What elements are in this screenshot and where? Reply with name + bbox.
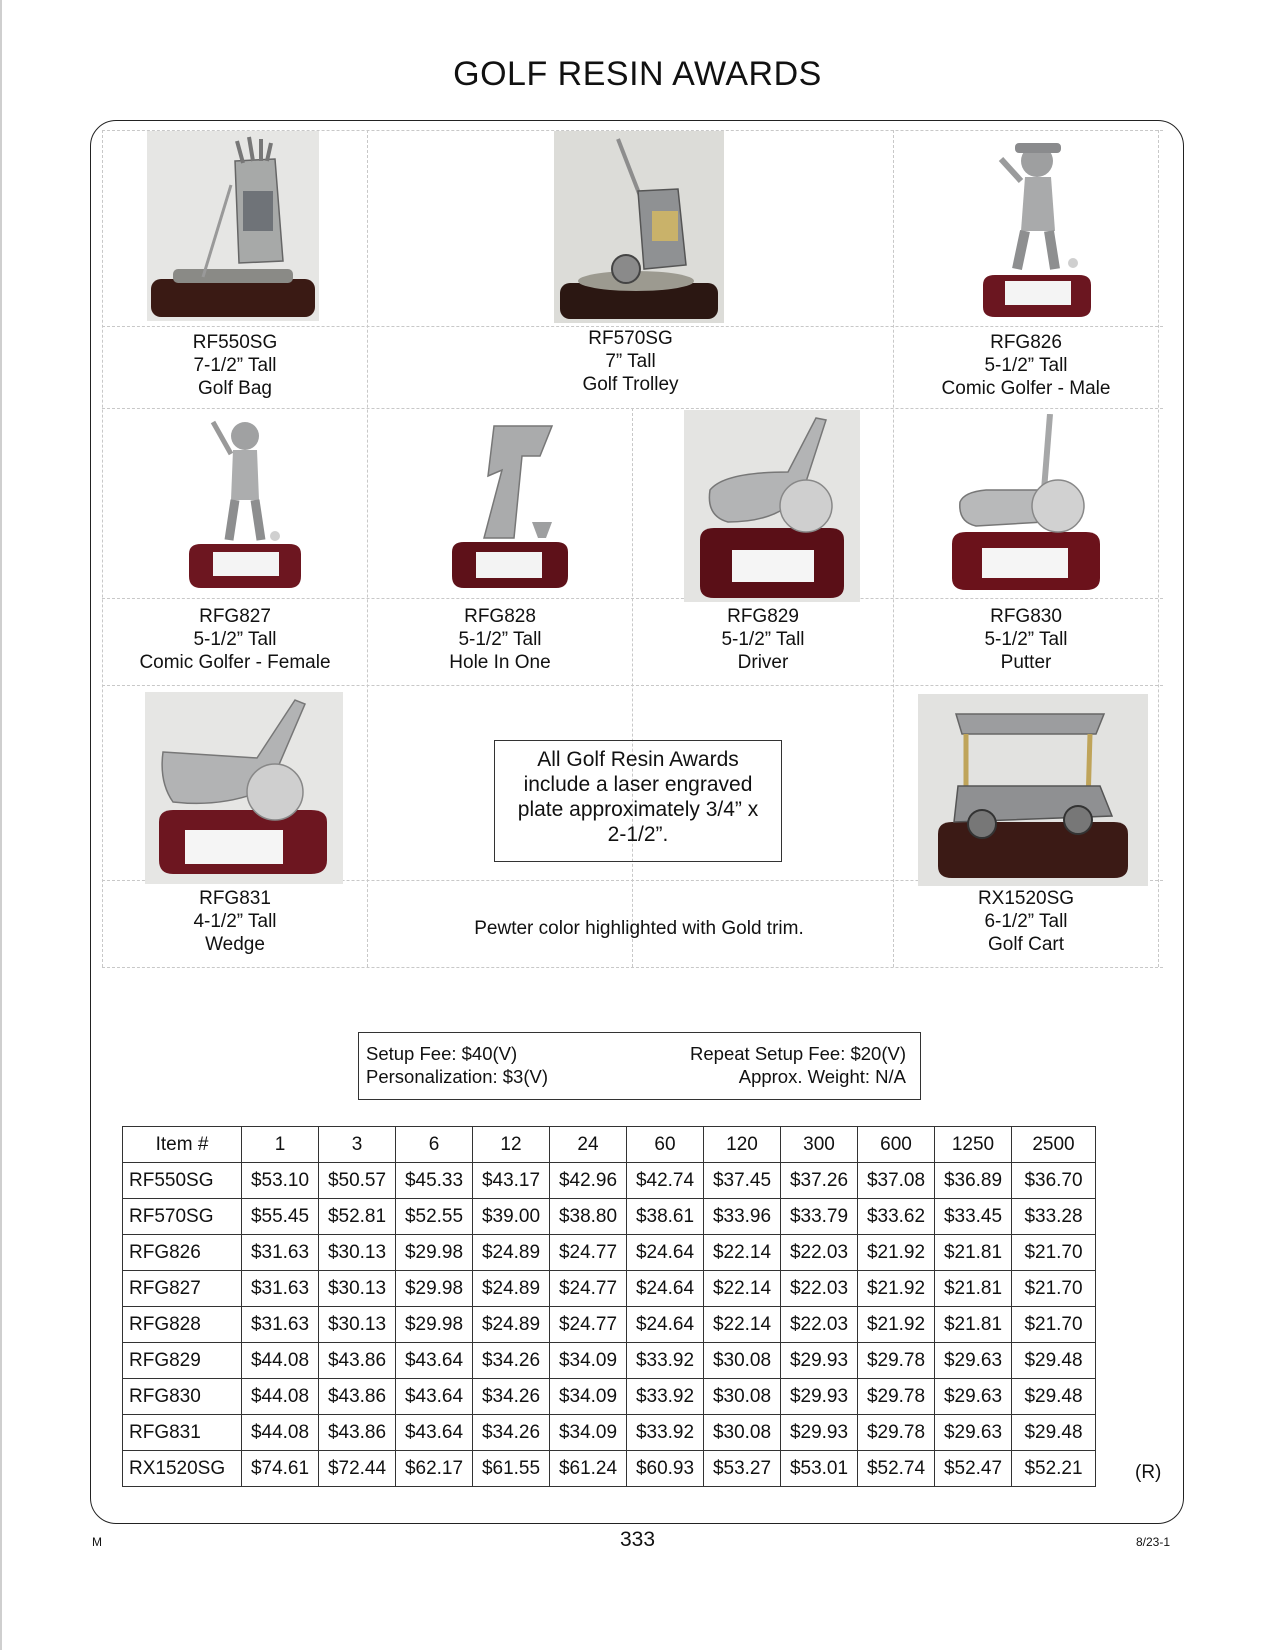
item-number-cell: RFG829 (123, 1343, 242, 1379)
comic-golfer-female-trophy-image (183, 412, 307, 592)
price-cell: $24.64 (627, 1271, 704, 1307)
product-code: RX1520SG (977, 888, 1075, 909)
price-cell: $53.01 (781, 1451, 858, 1487)
price-cell: $36.89 (935, 1163, 1012, 1199)
price-cell: $29.78 (858, 1379, 935, 1415)
price-cell: $21.81 (935, 1307, 1012, 1343)
price-cell: $24.77 (550, 1271, 627, 1307)
product-caption-rfg826 (894, 331, 1158, 400)
table-row (123, 1235, 1096, 1271)
price-cell: $37.45 (704, 1163, 781, 1199)
product-name: Hole In One (449, 652, 551, 673)
table-row (123, 1415, 1096, 1451)
page-number: 333 (619, 1528, 656, 1551)
product-name: Putter (1000, 652, 1052, 673)
price-cell: $21.81 (935, 1271, 1012, 1307)
price-cell: $29.48 (1012, 1379, 1096, 1415)
price-cell: $45.33 (396, 1163, 473, 1199)
plate-note-box (494, 740, 782, 862)
product-name: Golf Bag (198, 378, 272, 399)
price-cell: $29.63 (935, 1379, 1012, 1415)
price-cell: $55.45 (242, 1199, 319, 1235)
price-cell: $72.44 (319, 1451, 396, 1487)
price-cell: $24.89 (473, 1271, 550, 1307)
product-caption-rfg831 (103, 887, 367, 956)
comic-golfer-male-trophy-image (975, 135, 1099, 321)
product-caption-rfg829 (633, 605, 893, 674)
product-caption-rf570sg (368, 327, 893, 396)
price-cell: $22.14 (704, 1271, 781, 1307)
price-cell: $53.10 (242, 1163, 319, 1199)
golf-trolley-trophy-image (554, 131, 724, 323)
grid-line (102, 967, 1163, 968)
price-cell: $42.96 (550, 1163, 627, 1199)
price-cell: $29.98 (396, 1307, 473, 1343)
price-cell: $43.64 (396, 1343, 473, 1379)
footer-revision-code: 8/23-1 (1136, 1535, 1171, 1549)
table-row (123, 1451, 1096, 1487)
column-header: 1 (242, 1127, 319, 1163)
price-cell: $43.17 (473, 1163, 550, 1199)
table-row (123, 1163, 1096, 1199)
price-cell: $36.70 (1012, 1163, 1096, 1199)
price-cell: $29.48 (1012, 1415, 1096, 1451)
price-cell: $30.13 (319, 1235, 396, 1271)
product-caption-rfg830 (894, 605, 1158, 674)
price-cell: $44.08 (242, 1343, 319, 1379)
plate-note-line: All Golf Resin Awards (537, 748, 739, 771)
price-table (122, 1126, 1096, 1487)
price-cell: $29.78 (858, 1343, 935, 1379)
approx-weight: Approx. Weight: N/A (738, 1066, 906, 1087)
price-cell: $33.62 (858, 1199, 935, 1235)
price-cell: $52.55 (396, 1199, 473, 1235)
page-title: GOLF RESIN AWARDS (453, 55, 822, 93)
table-row (123, 1307, 1096, 1343)
product-code: RF550SG (192, 332, 278, 353)
product-height: 4-1/2” Tall (193, 911, 277, 932)
grid-line (893, 130, 894, 967)
price-cell: $34.09 (550, 1343, 627, 1379)
price-cell: $24.89 (473, 1235, 550, 1271)
wedge-trophy-image (145, 692, 343, 884)
price-cell: $34.26 (473, 1379, 550, 1415)
price-cell: $29.63 (935, 1343, 1012, 1379)
price-cell: $29.78 (858, 1415, 935, 1451)
table-row (123, 1343, 1096, 1379)
column-header: 3 (319, 1127, 396, 1163)
setup-fee: Setup Fee: $40(V) (366, 1043, 518, 1064)
price-cell: $37.08 (858, 1163, 935, 1199)
price-cell: $33.92 (627, 1343, 704, 1379)
price-cell: $30.08 (704, 1415, 781, 1451)
product-code: RFG831 (199, 888, 271, 909)
price-cell: $29.63 (935, 1415, 1012, 1451)
item-number-cell: RFG831 (123, 1415, 242, 1451)
price-cell: $33.28 (1012, 1199, 1096, 1235)
price-cell: $74.61 (242, 1451, 319, 1487)
product-height: 7-1/2” Tall (193, 355, 277, 376)
item-number-cell: RF570SG (123, 1199, 242, 1235)
plate-note-line: 2-1/2”. (607, 823, 669, 846)
hole-in-one-trophy-image (448, 418, 572, 592)
column-header: 600 (858, 1127, 935, 1163)
item-number-cell: RFG827 (123, 1271, 242, 1307)
price-cell: $29.93 (781, 1415, 858, 1451)
product-name: Golf Cart (987, 934, 1065, 955)
product-code: RFG830 (990, 606, 1062, 627)
product-code: RFG828 (464, 606, 536, 627)
column-header: 6 (396, 1127, 473, 1163)
product-name: Comic Golfer - Male (941, 378, 1111, 399)
product-height: 5-1/2” Tall (458, 629, 542, 650)
price-cell: $43.64 (396, 1379, 473, 1415)
product-caption-rf550sg (103, 331, 367, 400)
price-cell: $22.03 (781, 1271, 858, 1307)
price-cell: $39.00 (473, 1199, 550, 1235)
grid-line (102, 130, 103, 967)
price-cell: $31.63 (242, 1271, 319, 1307)
price-cell: $38.61 (627, 1199, 704, 1235)
price-cell: $29.98 (396, 1235, 473, 1271)
golf-bag-trophy-image (147, 131, 319, 321)
item-number-cell: RF550SG (123, 1163, 242, 1199)
price-cell: $43.86 (319, 1343, 396, 1379)
price-cell: $30.08 (704, 1343, 781, 1379)
price-cell: $52.74 (858, 1451, 935, 1487)
price-cell: $34.09 (550, 1379, 627, 1415)
price-cell: $21.70 (1012, 1271, 1096, 1307)
product-height: 5-1/2” Tall (193, 629, 277, 650)
price-cell: $22.03 (781, 1235, 858, 1271)
price-cell: $37.26 (781, 1163, 858, 1199)
price-cell: $29.93 (781, 1379, 858, 1415)
price-cell: $50.57 (319, 1163, 396, 1199)
price-cell: $24.64 (627, 1235, 704, 1271)
price-cell: $33.92 (627, 1415, 704, 1451)
column-header: 300 (781, 1127, 858, 1163)
price-cell: $31.63 (242, 1235, 319, 1271)
product-height: 7” Tall (605, 351, 656, 372)
price-cell: $44.08 (242, 1379, 319, 1415)
price-cell: $34.09 (550, 1415, 627, 1451)
price-cell: $30.08 (704, 1379, 781, 1415)
price-cell: $24.77 (550, 1235, 627, 1271)
price-cell: $22.14 (704, 1307, 781, 1343)
column-header: Item # (123, 1127, 242, 1163)
price-cell: $38.80 (550, 1199, 627, 1235)
driver-trophy-image (684, 410, 860, 602)
price-cell: $34.26 (473, 1343, 550, 1379)
product-caption-rfg827 (103, 605, 367, 674)
fees-box (358, 1032, 921, 1100)
price-cell: $53.27 (704, 1451, 781, 1487)
column-header: 60 (627, 1127, 704, 1163)
product-height: 5-1/2” Tall (721, 629, 805, 650)
price-cell: $31.63 (242, 1307, 319, 1343)
price-cell: $24.77 (550, 1307, 627, 1343)
price-cell: $43.86 (319, 1415, 396, 1451)
price-cell: $61.55 (473, 1451, 550, 1487)
product-name: Driver (737, 652, 789, 673)
item-number-cell: RX1520SG (123, 1451, 242, 1487)
plate-note-line: include a laser engraved (523, 773, 753, 796)
personalization-fee: Personalization: $3(V) (366, 1066, 549, 1087)
grid-line (367, 130, 368, 967)
table-row (123, 1199, 1096, 1235)
finish-note: Pewter color highlighted with Gold trim. (474, 918, 804, 939)
price-cell: $21.92 (858, 1307, 935, 1343)
item-number-cell: RFG828 (123, 1307, 242, 1343)
price-cell: $33.92 (627, 1379, 704, 1415)
product-caption-rfg828 (368, 605, 632, 674)
product-code: RFG826 (990, 332, 1062, 353)
grid-line (632, 408, 633, 967)
product-name: Golf Trolley (582, 374, 679, 395)
price-cell: $52.21 (1012, 1451, 1096, 1487)
price-cell: $52.47 (935, 1451, 1012, 1487)
item-number-cell: RFG826 (123, 1235, 242, 1271)
product-height: 5-1/2” Tall (984, 629, 1068, 650)
price-cell: $30.13 (319, 1307, 396, 1343)
price-cell: $33.79 (781, 1199, 858, 1235)
table-row (123, 1271, 1096, 1307)
product-height: 6-1/2” Tall (984, 911, 1068, 932)
repeat-setup-fee: Repeat Setup Fee: $20(V) (690, 1043, 906, 1064)
revision-mark: (R) (1135, 1462, 1162, 1483)
putter-trophy-image (946, 414, 1106, 594)
price-cell: $21.92 (858, 1271, 935, 1307)
price-cell: $44.08 (242, 1415, 319, 1451)
price-cell: $60.93 (627, 1451, 704, 1487)
column-header: 12 (473, 1127, 550, 1163)
price-cell: $43.86 (319, 1379, 396, 1415)
price-cell: $29.98 (396, 1271, 473, 1307)
price-cell: $61.24 (550, 1451, 627, 1487)
plate-note-line: plate approximately 3/4” x (517, 798, 759, 821)
product-code: RFG827 (199, 606, 271, 627)
price-cell: $62.17 (396, 1451, 473, 1487)
column-header: 1250 (935, 1127, 1012, 1163)
grid-line (1158, 130, 1159, 967)
product-name: Wedge (205, 934, 265, 955)
price-cell: $24.64 (627, 1307, 704, 1343)
column-header: 120 (704, 1127, 781, 1163)
page-edge-rule (0, 0, 2, 1650)
price-cell: $43.64 (396, 1415, 473, 1451)
price-cell: $33.45 (935, 1199, 1012, 1235)
column-header: 2500 (1012, 1127, 1096, 1163)
table-header-row (123, 1127, 1096, 1163)
price-cell: $52.81 (319, 1199, 396, 1235)
price-cell: $21.70 (1012, 1307, 1096, 1343)
price-cell: $29.48 (1012, 1343, 1096, 1379)
price-cell: $34.26 (473, 1415, 550, 1451)
item-number-cell: RFG830 (123, 1379, 242, 1415)
price-cell: $24.89 (473, 1307, 550, 1343)
price-cell: $21.70 (1012, 1235, 1096, 1271)
price-cell: $33.96 (704, 1199, 781, 1235)
price-cell: $22.03 (781, 1307, 858, 1343)
price-cell: $29.93 (781, 1343, 858, 1379)
price-cell: $42.74 (627, 1163, 704, 1199)
price-cell: $30.13 (319, 1271, 396, 1307)
product-code: RF570SG (588, 328, 673, 349)
table-row (123, 1379, 1096, 1415)
product-caption-rx1520sg (894, 887, 1158, 956)
product-code: RFG829 (727, 606, 799, 627)
column-header: 24 (550, 1127, 627, 1163)
price-cell: $21.81 (935, 1235, 1012, 1271)
golf-cart-trophy-image (918, 694, 1148, 886)
product-height: 5-1/2” Tall (984, 355, 1068, 376)
product-name: Comic Golfer - Female (139, 652, 331, 673)
price-cell: $22.14 (704, 1235, 781, 1271)
footer-left-code: M (92, 1535, 102, 1549)
price-cell: $21.92 (858, 1235, 935, 1271)
